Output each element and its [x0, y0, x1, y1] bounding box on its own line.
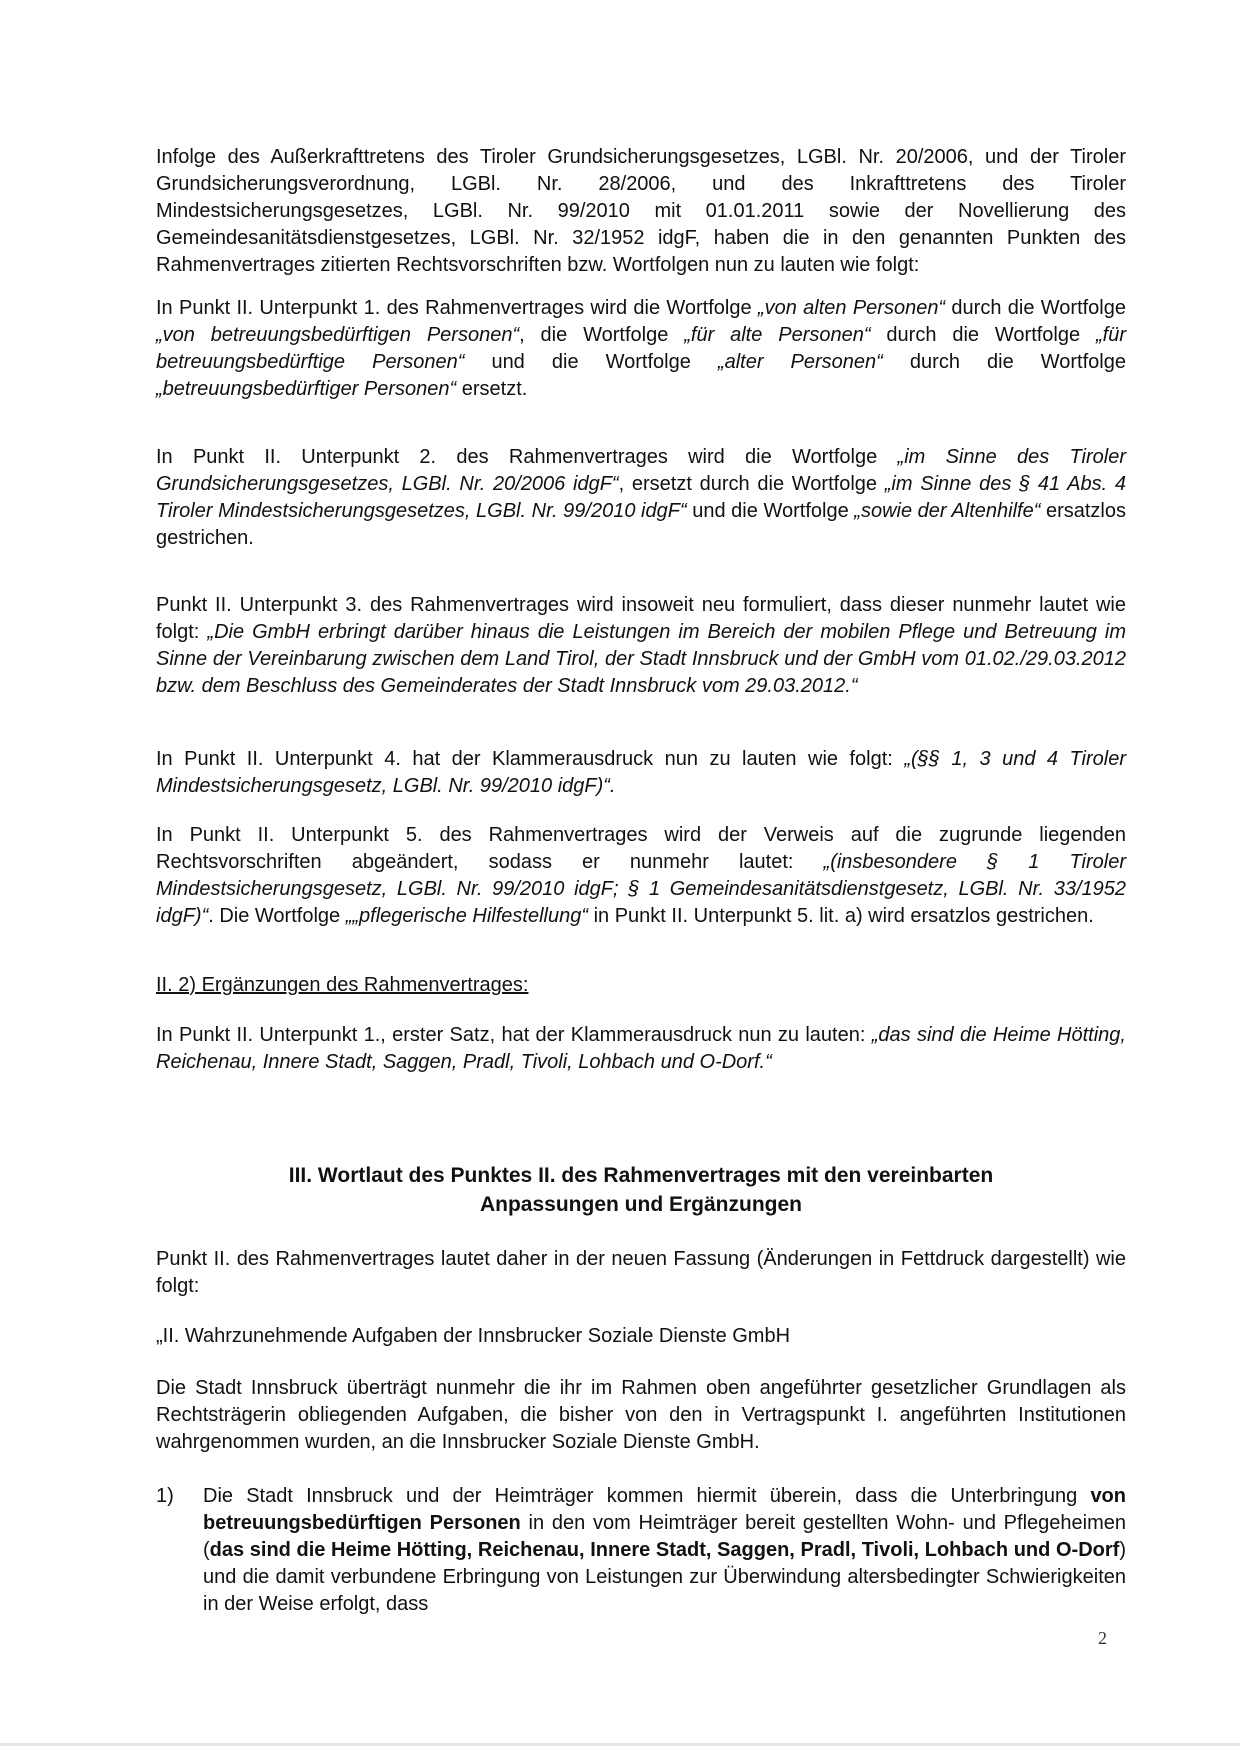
paragraph-amendment-5: In Punkt II. Unterpunkt 5. des Rahmenvertrages wird der Verweis auf die zugrunde liegenden Rechtsvorschriften abgeändert, sodass er nunmehr lautet: „(insbesondere § 1 Tiroler Mindestsicherungsgesetz, LGBl. Nr. 99/2010 idgF; § 1 Gemeindesanitätsdienstgesetz, LGBl. Nr. 33/1952 idgF)“. Die Wortfolge „„pflegerische Hilfestellung“ in Punkt II. Unterpunkt 5. lit. a) wird ersatzlos gestrichen. — [156, 824, 1126, 927]
paragraph-supplement-1: In Punkt II. Unterpunkt 1., erster Satz, hat der Klammerausdruck nun zu lauten: „das sind die Heime Hötting, Reichenau, Innere Stadt, Saggen, Pradl, Tivoli, Lohbach und O-Dorf.“ — [156, 1024, 1126, 1073]
numbered-item-1 — [156, 1483, 1126, 1618]
item-number: 1) — [156, 1485, 174, 1507]
paragraph-amendment-3: Punkt II. Unterpunkt 3. des Rahmenvertrages wird insoweit neu formuliert, dass dieser nunmehr lautet wie folgt: „Die GmbH erbringt darüber hinaus die Leistungen im Bereich der mobilen Pflege und Betreuung im Sinne der Vereinbarung zwischen dem Land Tirol, der Stadt Innsbruck und der GmbH vom 01.02./29.03.2012 bzw. dem Beschluss des Gemeinderates der Stadt Innsbruck vom 29.03.2012.“ — [156, 594, 1126, 697]
section-heading-line-2: Anpassungen und Ergänzungen — [479, 1193, 802, 1216]
page-number: 2 — [1098, 1628, 1107, 1648]
item-text: Die Stadt Innsbruck und der Heimträger kommen hiermit überein, dass die Unterbringung von betreuungsbedürftigen Personen in den vom Heimträger bereit gestellten Wohn- und Pflegeheimen (das sind die Heime Hötting, Reichenau, Innere Stadt, Saggen, Pradl, Tivoli, Lohbach und O-Dorf) und die damit verbundene Erbringung von Leistungen zur Überwindung altersbedingter Schwierigkeiten in der Weise erfolgt, dass — [203, 1485, 1126, 1615]
subheading-supplements: II. 2) Ergänzungen des Rahmenvertrages: — [156, 974, 529, 996]
paragraph-amendment-4: In Punkt II. Unterpunkt 4. hat der Klammerausdruck nun zu lauten wie folgt: „(§§ 1, 3 und 4 Tiroler Mindestsicherungsgesetz, LGBl. Nr. 99/2010 idgF)“. — [156, 748, 1127, 797]
section-heading-line-1: III. Wortlaut des Punktes II. des Rahmenvertrages mit den vereinbarten — [288, 1164, 994, 1187]
paragraph-new-version-intro: Punkt II. des Rahmenvertrages lautet daher in der neuen Fassung (Änderungen in Fettdruck dargestellt) wie folgt: — [156, 1248, 1126, 1297]
paragraph-intro: Infolge des Außerkrafttretens des Tiroler Grundsicherungsgesetzes, LGBl. Nr. 20/2006, und der Tiroler Grundsicherungsverordnung, LGBl. Nr. 28/2006, und des Inkrafttretens des Tiroler Mindestsicherungsgesetzes, LGBl. Nr. 99/2010 mit 01.01.2011 sowie der Novellierung des Gemeindesanitätsdienstgesetzes, LGBl. Nr. 32/1952 idgF, haben die in den genannten Punkten des Rahmenvertrages zitierten Rechtsvorschriften bzw. Wortfolgen nun zu lauten wie folgt: — [156, 146, 1126, 276]
paragraph-transfer: Die Stadt Innsbruck überträgt nunmehr die ihr im Rahmen oben angeführter gesetzlicher Grundlagen als Rechtsträgerin obliegenden Aufgaben, die bisher von den in Vertragspunkt I. angeführten Institutionen wahrgenommen wurden, an die Innsbrucker Soziale Dienste GmbH. — [156, 1377, 1126, 1453]
scan-edge-divider — [0, 1743, 1240, 1746]
paragraph-quote-title: „II. Wahrzunehmende Aufgaben der Innsbrucker Soziale Dienste GmbH — [156, 1325, 791, 1347]
section-heading — [156, 1161, 1126, 1219]
paragraph-amendment-1: In Punkt II. Unterpunkt 1. des Rahmenvertrages wird die Wortfolge „von alten Personen“ durch die Wortfolge „von betreuungsbedürftigen Personen“, die Wortfolge „für alte Personen“ durch die Wortfolge „für betreuungsbedürftige Personen“ und die Wortfolge „alter Personen“ durch die Wortfolge „betreuungsbedürftiger Personen“ ersetzt. — [156, 297, 1127, 400]
paragraph-amendment-2: In Punkt II. Unterpunkt 2. des Rahmenvertrages wird die Wortfolge „im Sinne des Tiroler Grundsicherungsgesetzes, LGBl. Nr. 20/2006 idgF“, ersetzt durch die Wortfolge „im Sinne des § 41 Abs. 4 Tiroler Mindestsicherungsgesetzes, LGBl. Nr. 99/2010 idgF“ und die Wortfolge „sowie der Altenhilfe“ ersatzlos gestrichen. — [156, 446, 1127, 549]
